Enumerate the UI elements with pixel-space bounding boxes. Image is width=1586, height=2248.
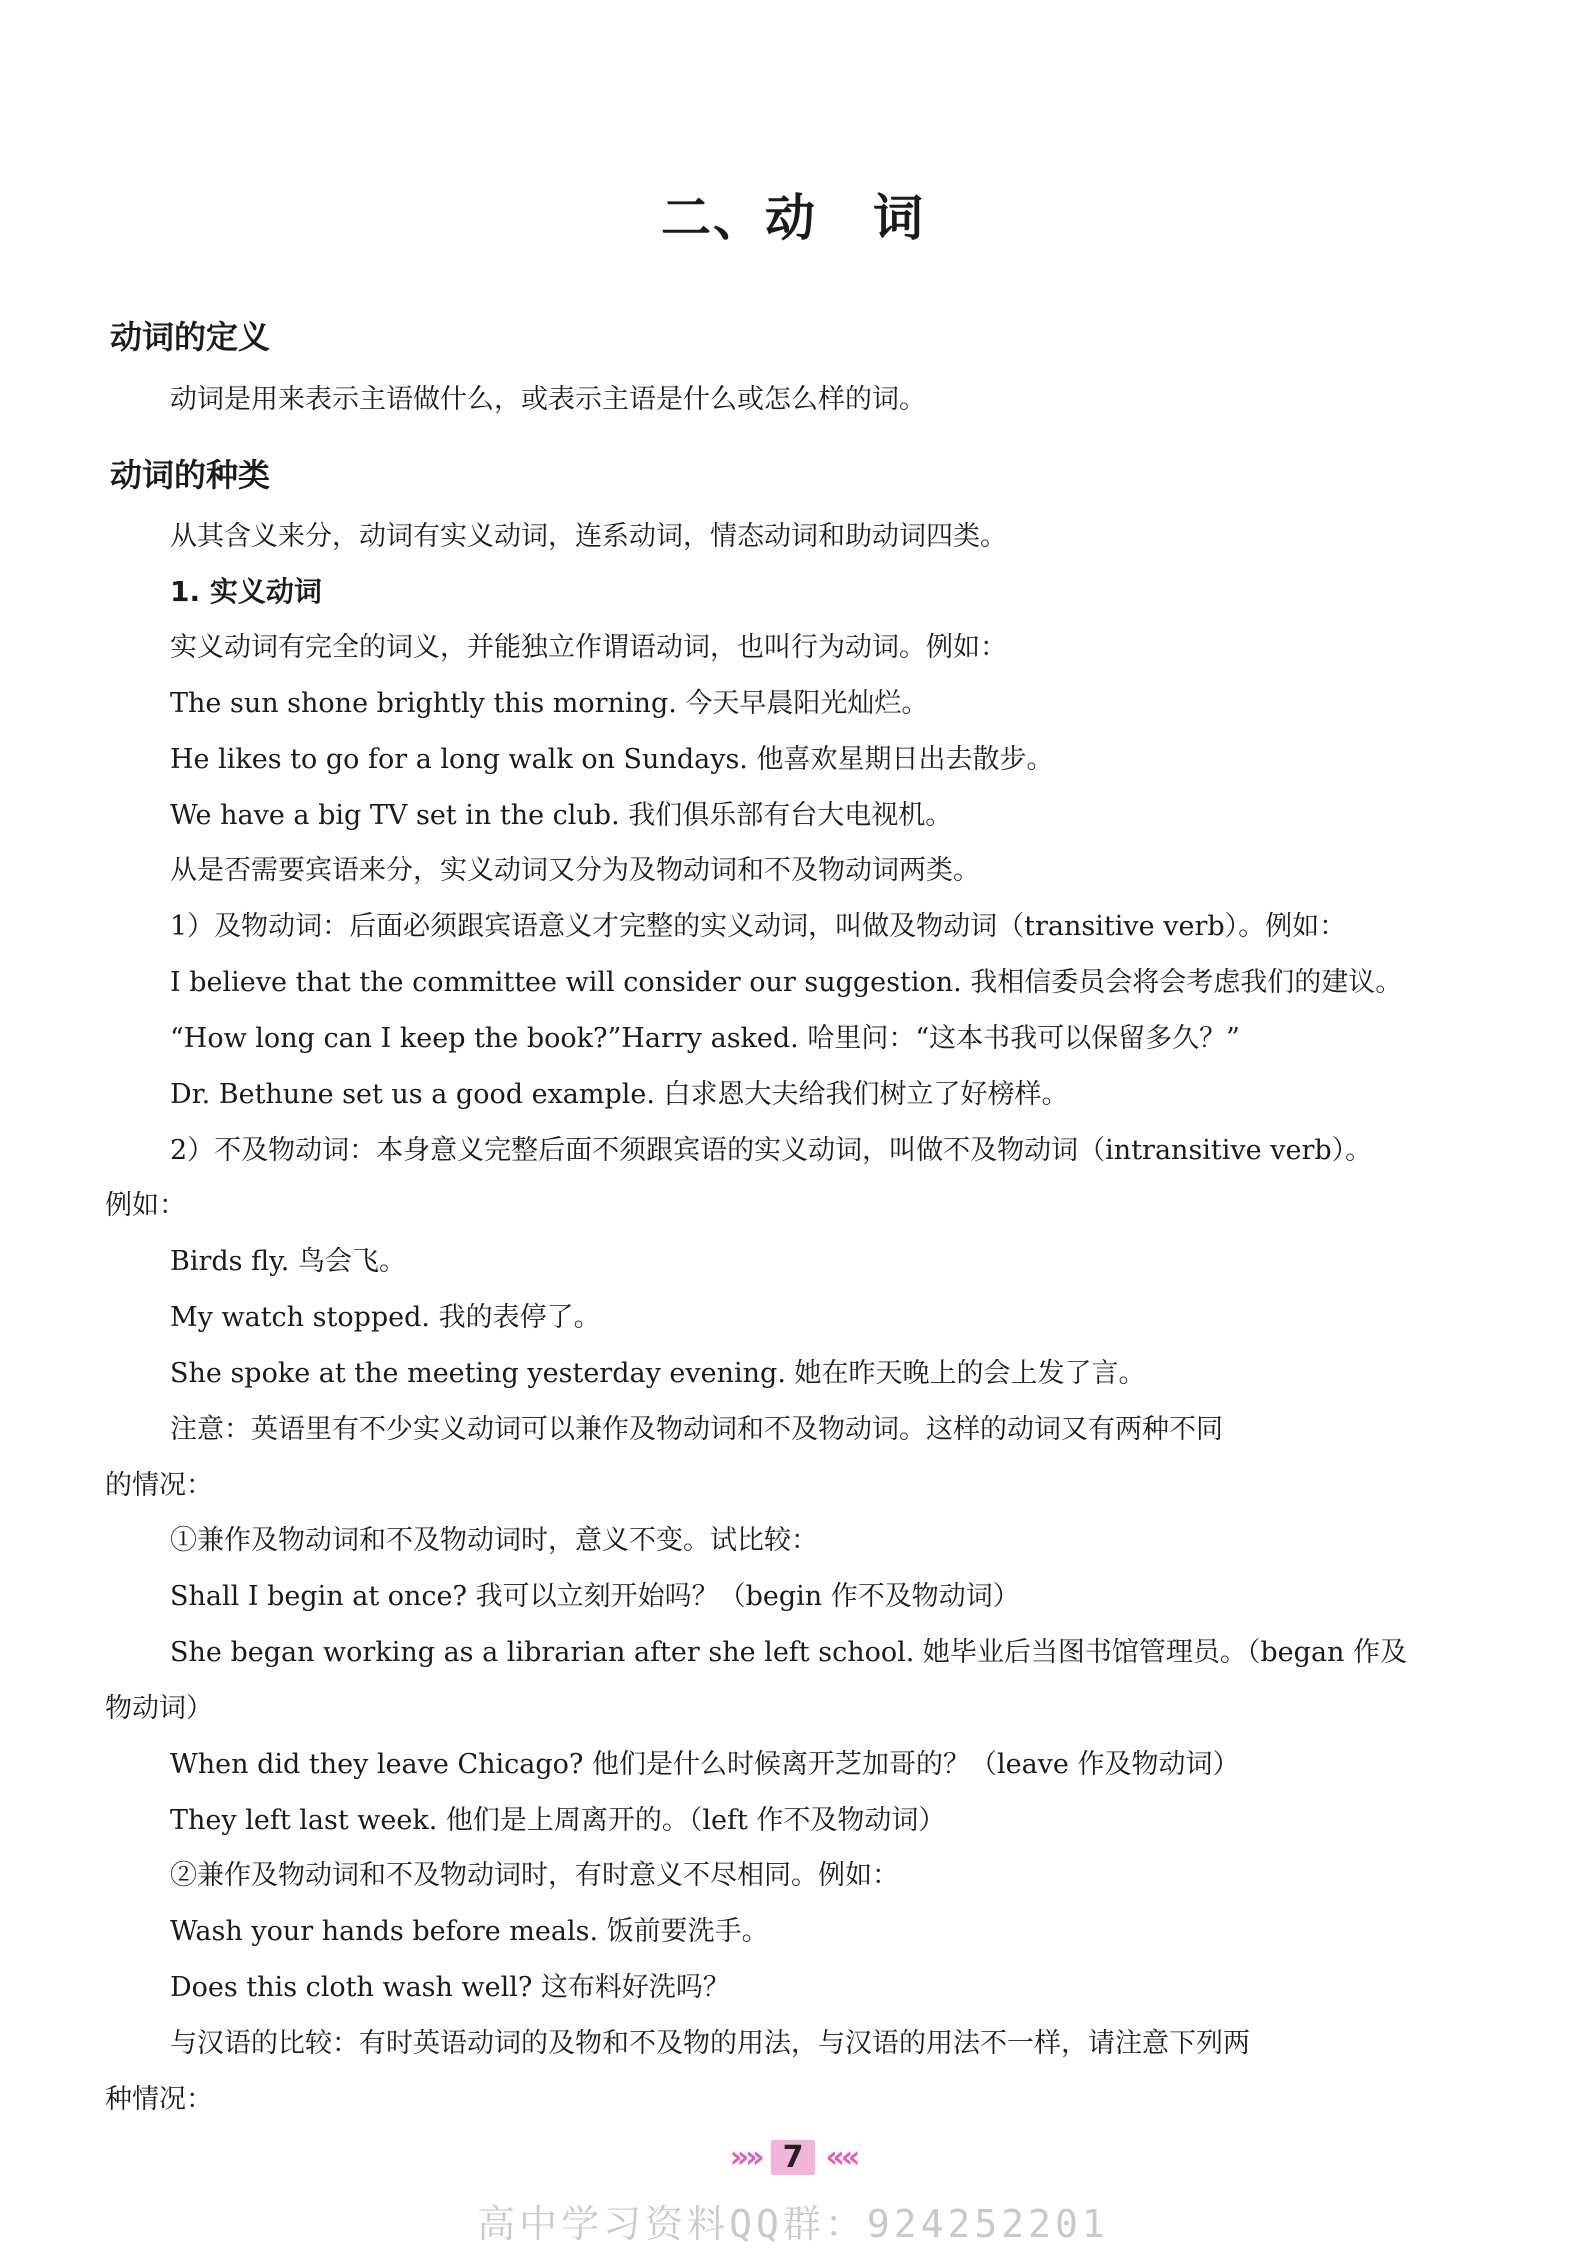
- chapter-title-part2: 词: [873, 189, 925, 247]
- body-line: 种情况：: [105, 2084, 213, 2115]
- body-line: 从是否需要宾语来分，实义动词又分为及物动词和不及物动词两类。: [170, 855, 980, 886]
- example-line: 物动词）: [105, 1693, 213, 1724]
- example-line: Birds fly. 鸟会飞。: [170, 1246, 406, 1277]
- body-line: 注意：英语里有不少实义动词可以兼作及物动词和不及物动词。这样的动词又有两种不同: [170, 1414, 1223, 1445]
- body-line: 2）不及物动词：本身意义完整后面不须跟宾语的实义动词，叫做不及物动词（intransitive verb）。: [170, 1135, 1373, 1166]
- types-intro: 从其含义来分，动词有实义动词，连系动词，情态动词和助动词四类。: [170, 521, 1007, 552]
- definition-text: 动词是用来表示主语做什么，或表示主语是什么或怎么样的词。: [170, 384, 926, 415]
- body-line: 1）及物动词：后面必须跟宾语意义才完整的实义动词，叫做及物动词（transitive verb）。例如：: [170, 911, 1347, 942]
- chapter-title: [0, 178, 1586, 250]
- heading-definition: 动词的定义: [110, 318, 271, 356]
- example-line: They left last week. 他们是上周离开的。（left 作不及物动词）: [170, 1805, 946, 1836]
- body-line: 与汉语的比较：有时英语动词的及物和不及物的用法，与汉语的用法不一样，请注意下列两: [170, 2028, 1250, 2059]
- example-line: When did they leave Chicago? 他们是什么时候离开芝加哥的？（leave 作及物动词）: [170, 1749, 1240, 1780]
- example-line: She began working as a librarian after she left school. 她毕业后当图书馆管理员。（began 作及: [170, 1637, 1408, 1668]
- example-line: She spoke at the meeting yesterday evening. 她在昨天晚上的会上发了言。: [170, 1358, 1146, 1389]
- example-line: Shall I begin at once? 我可以立刻开始吗？（begin 作不及物动词）: [170, 1581, 1020, 1612]
- example-line: The sun shone brightly this morning. 今天早晨阳光灿烂。: [170, 688, 929, 719]
- example-line: He likes to go for a long walk on Sundays. 他喜欢星期日出去散步。: [170, 744, 1054, 775]
- body-line: ②兼作及物动词和不及物动词时，有时意义不尽相同。例如：: [170, 1860, 899, 1891]
- heading-types: 动词的种类: [110, 456, 271, 494]
- example-line: Dr. Bethune set us a good example. 白求恩大夫给我们树立了好榜样。: [170, 1079, 1069, 1110]
- subheading-notional-verbs: 1. 实义动词: [170, 575, 322, 608]
- body-line: 实义动词有完全的词义，并能独立作谓语动词，也叫行为动词。例如：: [170, 632, 1007, 663]
- footer-right-arrows: ««: [825, 2140, 857, 2175]
- page-footer: [0, 2140, 1586, 2175]
- page-number: 7: [771, 2140, 816, 2175]
- watermark: 高中学习资料QQ群：924252201: [477, 2202, 1109, 2246]
- example-line: Does this cloth wash well? 这布料好洗吗？: [170, 1972, 730, 2003]
- example-line: My watch stopped. 我的表停了。: [170, 1302, 601, 1333]
- chapter-title-part1: 二、动: [661, 189, 817, 247]
- footer-left-arrows: »»: [729, 2140, 761, 2175]
- body-line: 的情况：: [105, 1470, 213, 1501]
- example-line: Wash your hands before meals. 饭前要洗手。: [170, 1916, 769, 1947]
- example-line: “How long can I keep the book?”Harry asked. 哈里问：“这本书我可以保留多久？”: [170, 1023, 1240, 1054]
- body-line: ①兼作及物动词和不及物动词时，意义不变。试比较：: [170, 1525, 818, 1556]
- body-line: 例如：: [105, 1190, 186, 1221]
- example-line: We have a big TV set in the club. 我们俱乐部有台大电视机。: [170, 800, 953, 831]
- example-line: I believe that the committee will consider our suggestion. 我相信委员会将会考虑我们的建议。: [170, 967, 1403, 998]
